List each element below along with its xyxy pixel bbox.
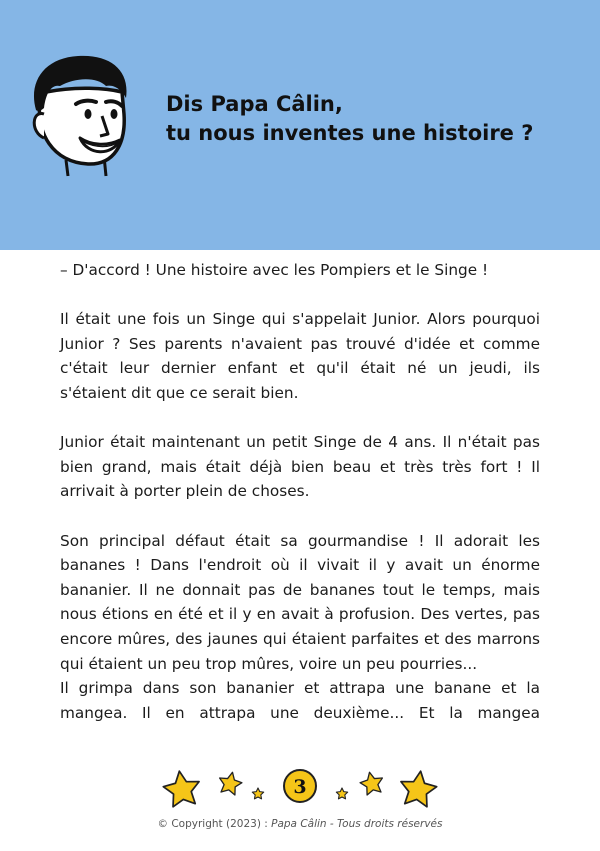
star-icon	[336, 788, 347, 799]
page-number-stars	[160, 764, 440, 812]
star-icon	[161, 769, 202, 808]
story-paragraph-4: Il grimpa dans son bananier et attrapa une banane et la mangea. Il en attrapa une deuxième... Et la mangea	[60, 679, 540, 722]
story-paragraph-3: Son principal défaut était sa gourmandise ! Il adorait les bananes ! Dans l'endroit où il vivait il y avait un énorme bananier. Il ne donnait pas de bananes tout le temps, mais nous étions en été et il y en avait à profusion. Des vertes, pas encore mûres, des jaunes qui étaient parfaites et des marrons qui étaient un peu trop mûres, voire un peu pourries...	[60, 531, 540, 673]
story-paragraph-1: Il était une fois un Singe qui s'appelait Junior. Alors pourquoi Junior ? Ses parents n'avaient pas trouvé d'idée et comme c'était leur dernier enfant et qu'il était né un jeudi, ils s'étaient dit que ce serait bien.	[60, 310, 540, 402]
star-icon	[217, 770, 244, 796]
copyright-rights: Papa Câlin - Tous droits réservés	[271, 818, 443, 830]
copyright-footer	[0, 818, 600, 830]
star-icon	[398, 769, 439, 808]
story-text	[60, 258, 540, 725]
title-line-1: Dis Papa Câlin,	[166, 92, 343, 116]
star-icon	[252, 788, 263, 799]
header-banner	[0, 0, 600, 250]
copyright-label: © Copyright (2023) :	[157, 818, 272, 830]
story-intro: – D'accord ! Une histoire avec les Pompiers et le Singe !	[60, 261, 489, 279]
page-title	[166, 90, 533, 148]
page-number: 3	[293, 776, 307, 798]
smiling-man-face-icon	[26, 52, 136, 177]
story-paragraph-2: Junior était maintenant un petit Singe de 4 ans. Il n'était pas bien grand, mais était déjà bien beau et très très fort ! Il arrivait à porter plein de choses.	[60, 433, 540, 501]
star-icon	[358, 770, 385, 796]
title-line-2: tu nous inventes une histoire ?	[166, 121, 534, 145]
